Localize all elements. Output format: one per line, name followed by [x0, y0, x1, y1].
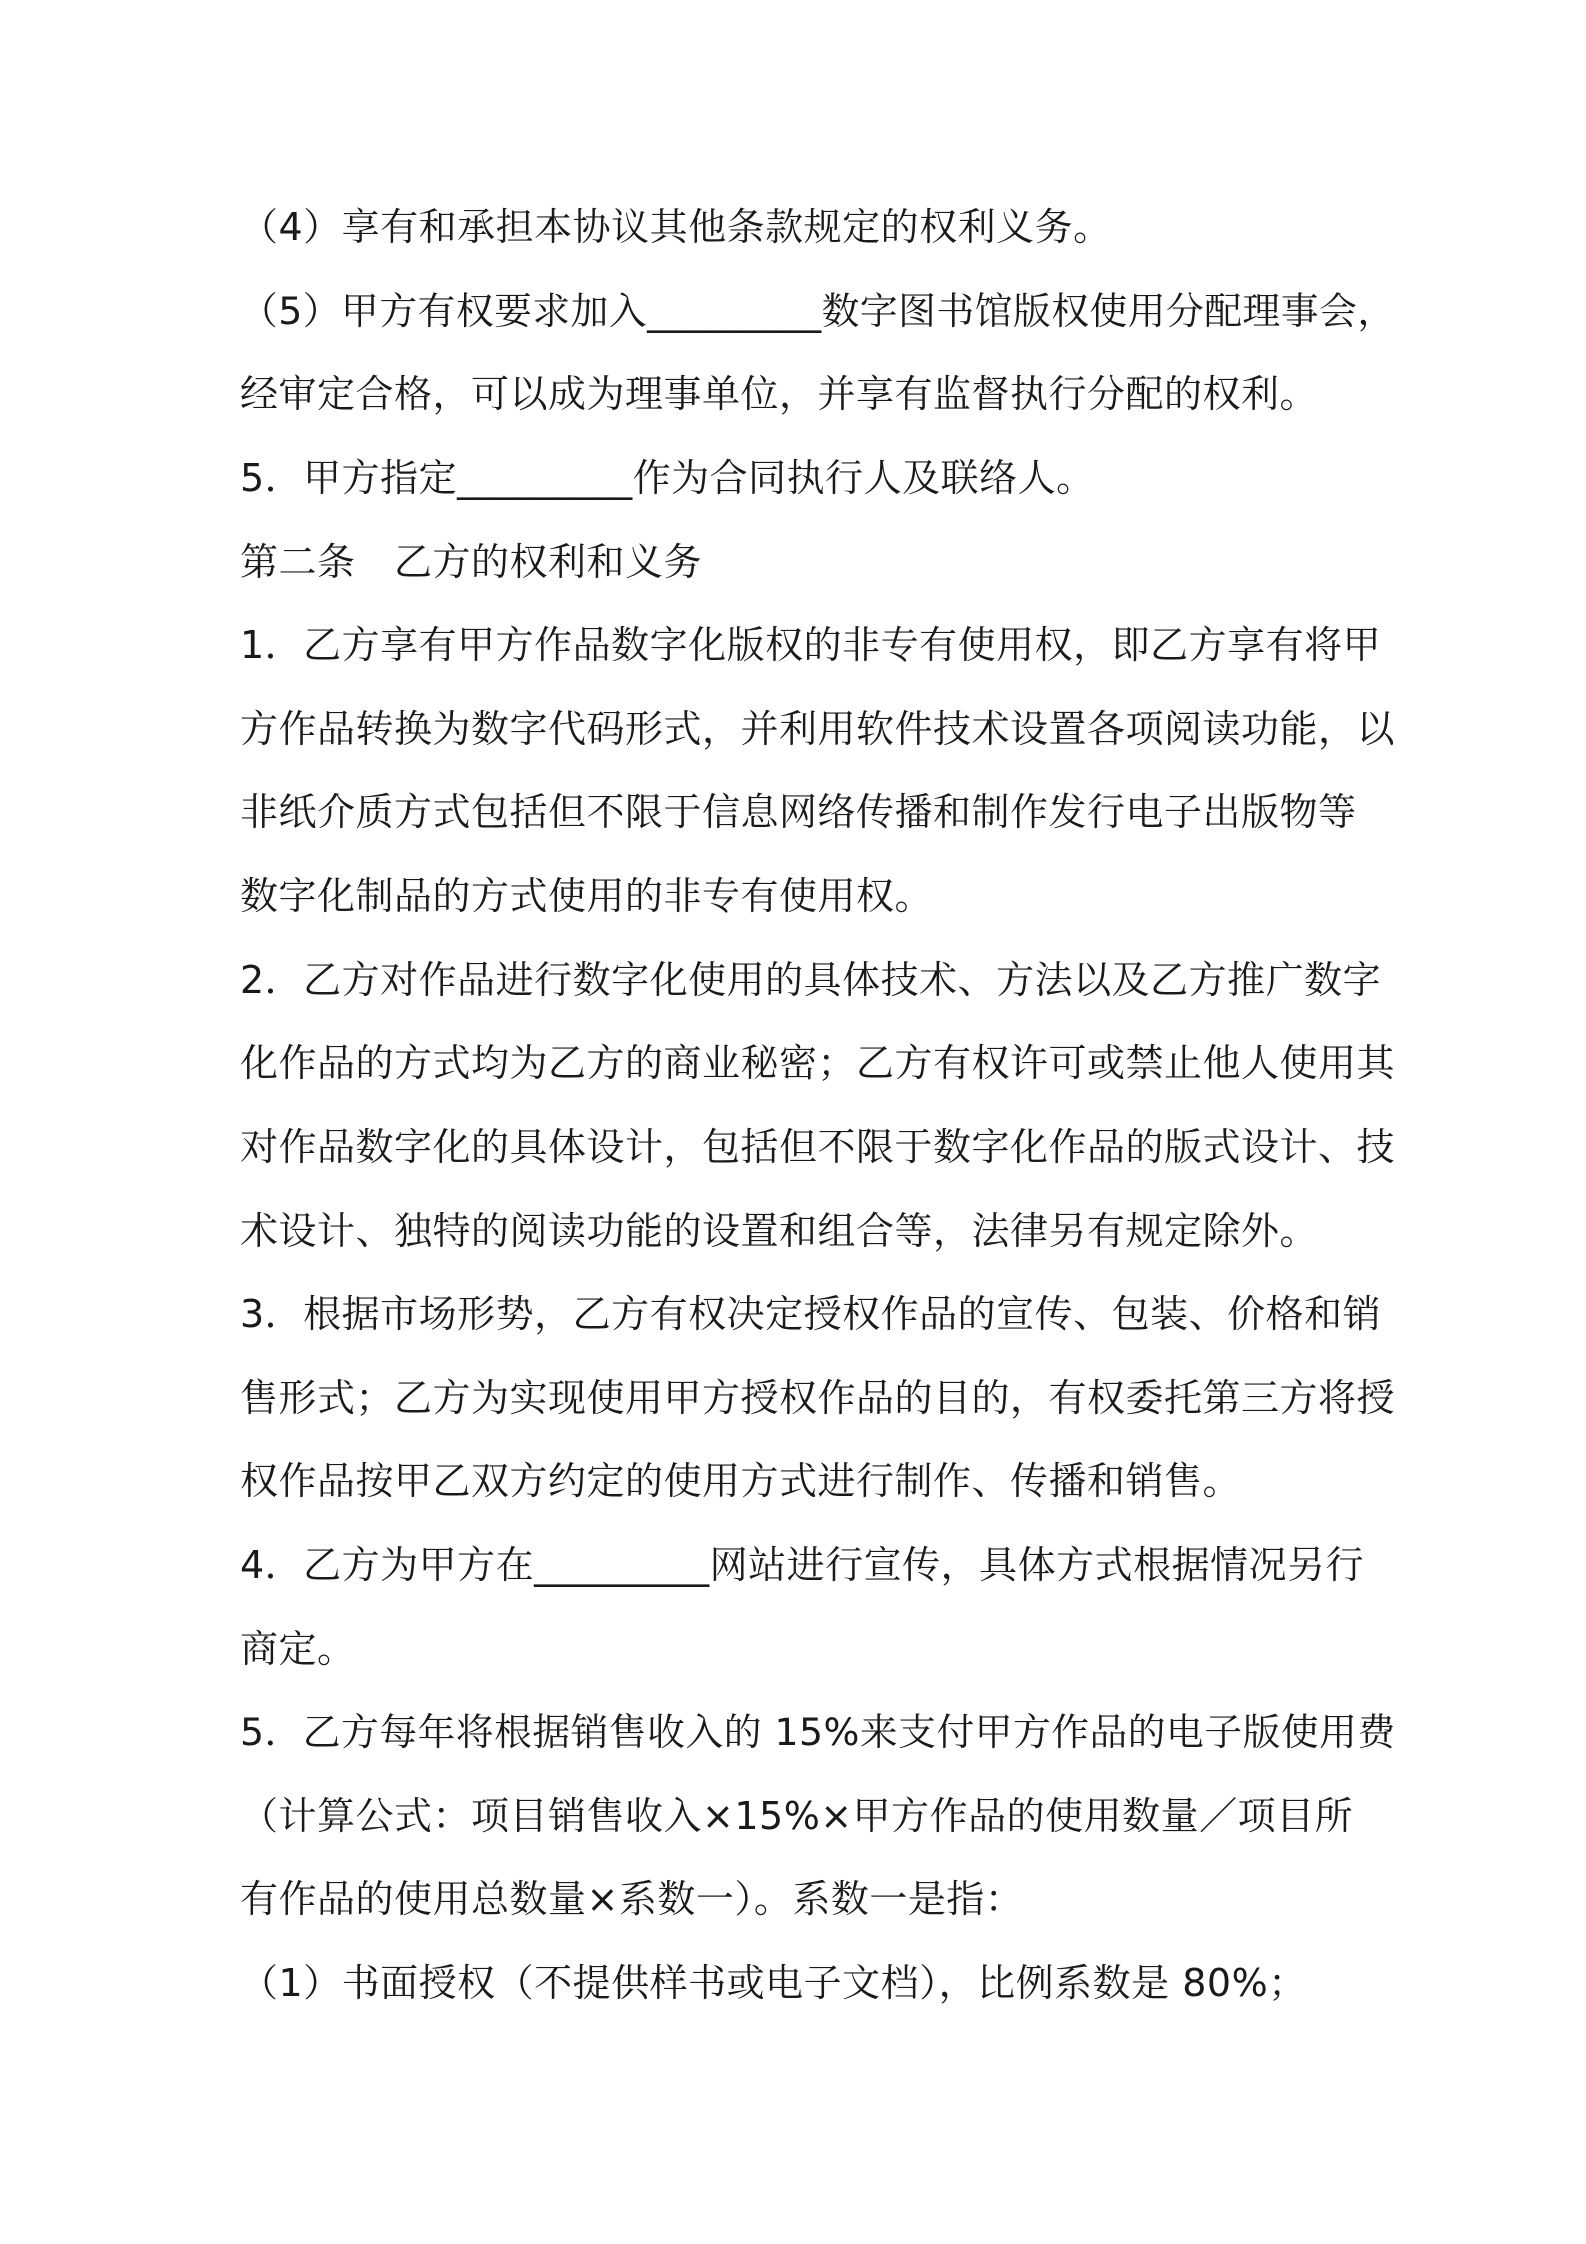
text-line: 数字化制品的方式使用的非专有使用权。 — [240, 874, 934, 918]
text-line: 3．根据市场形势，乙方有权决定授权作品的宣传、包装、价格和销 — [240, 1292, 1382, 1336]
text-line: 2．乙方对作品进行数字化使用的具体技术、方法以及乙方推广数字 — [240, 958, 1382, 1002]
text-line: 方作品转换为数字代码形式，并利用软件技术设置各项阅读功能，以 — [240, 707, 1396, 751]
text-line: 化作品的方式均为乙方的商业秘密；乙方有权许可或禁止他人使用其 — [240, 1041, 1396, 1085]
text-line: （计算公式：项目销售收入×15%×甲方作品的使用数量／项目所 — [240, 1794, 1354, 1838]
text-line: 术设计、独特的阅读功能的设置和组合等，法律另有规定除外。 — [240, 1209, 1319, 1253]
text-line: 非纸介质方式包括但不限于信息网络传播和制作发行电子出版物等 — [240, 790, 1357, 834]
text-line: 经审定合格，可以成为理事单位，并享有监督执行分配的权利。 — [240, 372, 1319, 416]
text-line: 5．乙方每年将根据销售收入的 15%来支付甲方作品的电子版使用费 — [240, 1710, 1396, 1754]
text-line: 售形式；乙方为实现使用甲方授权作品的目的，有权委托第三方将授 — [240, 1376, 1396, 1420]
text-line: 1．乙方享有甲方作品数字化版权的非专有使用权，即乙方享有将甲 — [240, 623, 1382, 667]
text-line: 对作品数字化的具体设计，包括但不限于数字化作品的版式设计、技 — [240, 1125, 1396, 1169]
section-heading: 第二条 乙方的权利和义务 — [240, 540, 703, 584]
text-line: 权作品按甲乙双方约定的使用方式进行制作、传播和销售。 — [240, 1459, 1242, 1503]
text-line: 5．甲方指定_________作为合同执行人及联络人。 — [240, 456, 1095, 500]
text-line: （4）享有和承担本协议其他条款规定的权利义务。 — [240, 205, 1112, 249]
text-line: 商定。 — [240, 1627, 356, 1671]
text-line: 有作品的使用总数量×系数一）。系数一是指： — [240, 1877, 1024, 1921]
text-line: 4．乙方为甲方在_________网站进行宣传，具体方式根据情况另行 — [240, 1543, 1365, 1587]
text-line: （5）甲方有权要求加入_________数字图书馆版权使用分配理事会， — [240, 289, 1396, 333]
text-line: （1）书面授权（不提供样书或电子文档），比例系数是 80%； — [240, 1961, 1307, 2005]
